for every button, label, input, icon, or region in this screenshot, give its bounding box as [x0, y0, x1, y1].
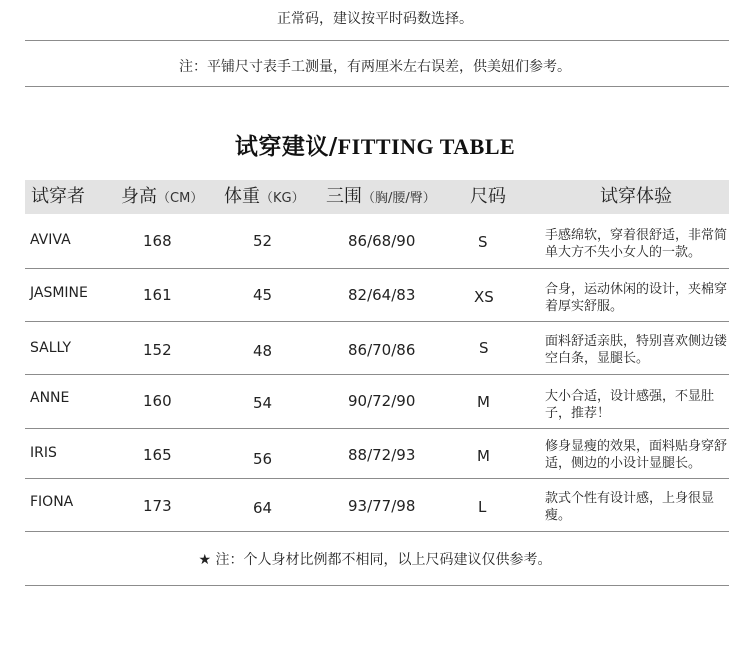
title-en: FITTING TABLE [337, 134, 516, 159]
table-cell-experience: 手感绵软，穿着很舒适，非常简单大方不失小女人的一款。 [545, 228, 728, 260]
table-cell-measurements: 86/68/90 [348, 232, 416, 250]
row-divider [25, 268, 729, 269]
table-cell-measurements: 82/64/83 [348, 286, 416, 304]
table-cell-size: XS [474, 288, 494, 306]
table-cell-name: SALLY [30, 340, 72, 356]
header-size: 尺码 [470, 186, 506, 207]
table-cell-weight: 56 [253, 450, 273, 468]
footnote: ★ 注：个人身材比例都不相同，以上尺码建议仅供参考。 [198, 552, 552, 568]
table-cell-weight: 52 [253, 232, 273, 250]
table-cell-name: ANNE [30, 390, 70, 406]
table-cell-name: IRIS [30, 445, 57, 461]
row-divider [25, 428, 729, 429]
table-cell-name: JASMINE [30, 285, 88, 301]
table-cell-weight: 54 [253, 394, 273, 412]
title-cn: 试穿建议/ [234, 134, 338, 160]
header-tester: 试穿者 [31, 186, 85, 207]
divider-top [25, 40, 729, 41]
table-cell-measurements: 90/72/90 [348, 392, 416, 410]
table-cell-height: 160 [143, 392, 172, 410]
table-cell-experience: 修身显瘦的效果，面料贴身穿舒适，侧边的小设计显腿长。 [545, 439, 728, 471]
table-cell-height: 161 [143, 286, 172, 304]
table-cell-height: 173 [143, 497, 172, 515]
row-divider [25, 321, 729, 322]
table-cell-weight: 48 [253, 342, 273, 360]
table-cell-experience: 面料舒适亲肤，特别喜欢侧边镂空白条，显腿长。 [545, 334, 728, 366]
table-cell-measurements: 93/77/98 [348, 497, 416, 515]
row-divider [25, 374, 729, 375]
row-divider [25, 531, 729, 532]
table-cell-name: AVIVA [30, 232, 71, 248]
measurement-note: 注：平铺尺寸表手工测量，有两厘米左右误差，供美妞们参考。 [179, 59, 571, 75]
row-divider [25, 478, 729, 479]
divider-2 [25, 86, 729, 87]
table-cell-size: M [477, 447, 490, 465]
table-cell-height: 165 [143, 446, 172, 464]
table-cell-height: 152 [143, 341, 172, 359]
table-cell-experience: 大小合适，设计感强，不显肚子，推荐！ [545, 389, 715, 421]
table-cell-size: M [477, 393, 490, 411]
divider-bottom [25, 585, 729, 586]
header-experience: 试穿体验 [600, 186, 672, 207]
table-cell-size: L [478, 498, 487, 516]
table-cell-size: S [479, 339, 489, 357]
header-height: 身高（CM） [121, 186, 204, 207]
header-weight: 体重（KG） [224, 186, 305, 207]
table-cell-name: FIONA [30, 494, 74, 510]
table-cell-experience: 合身，运动休闲的设计，夹棉穿着厚实舒服。 [545, 282, 728, 314]
table-cell-measurements: 88/72/93 [348, 446, 416, 464]
table-cell-size: S [478, 233, 488, 251]
table-cell-height: 168 [143, 232, 172, 250]
table-cell-experience: 款式个性有设计感，上身很显瘦。 [545, 491, 715, 523]
header-measurements: 三围（胸/腰/臀） [326, 186, 436, 207]
table-cell-weight: 64 [253, 499, 273, 517]
table-cell-measurements: 86/70/86 [348, 341, 416, 359]
page-title [0, 128, 750, 161]
table-header [25, 180, 729, 214]
top-note: 正常码，建议按平时码数选择。 [277, 11, 473, 27]
table-cell-weight: 45 [253, 286, 273, 304]
